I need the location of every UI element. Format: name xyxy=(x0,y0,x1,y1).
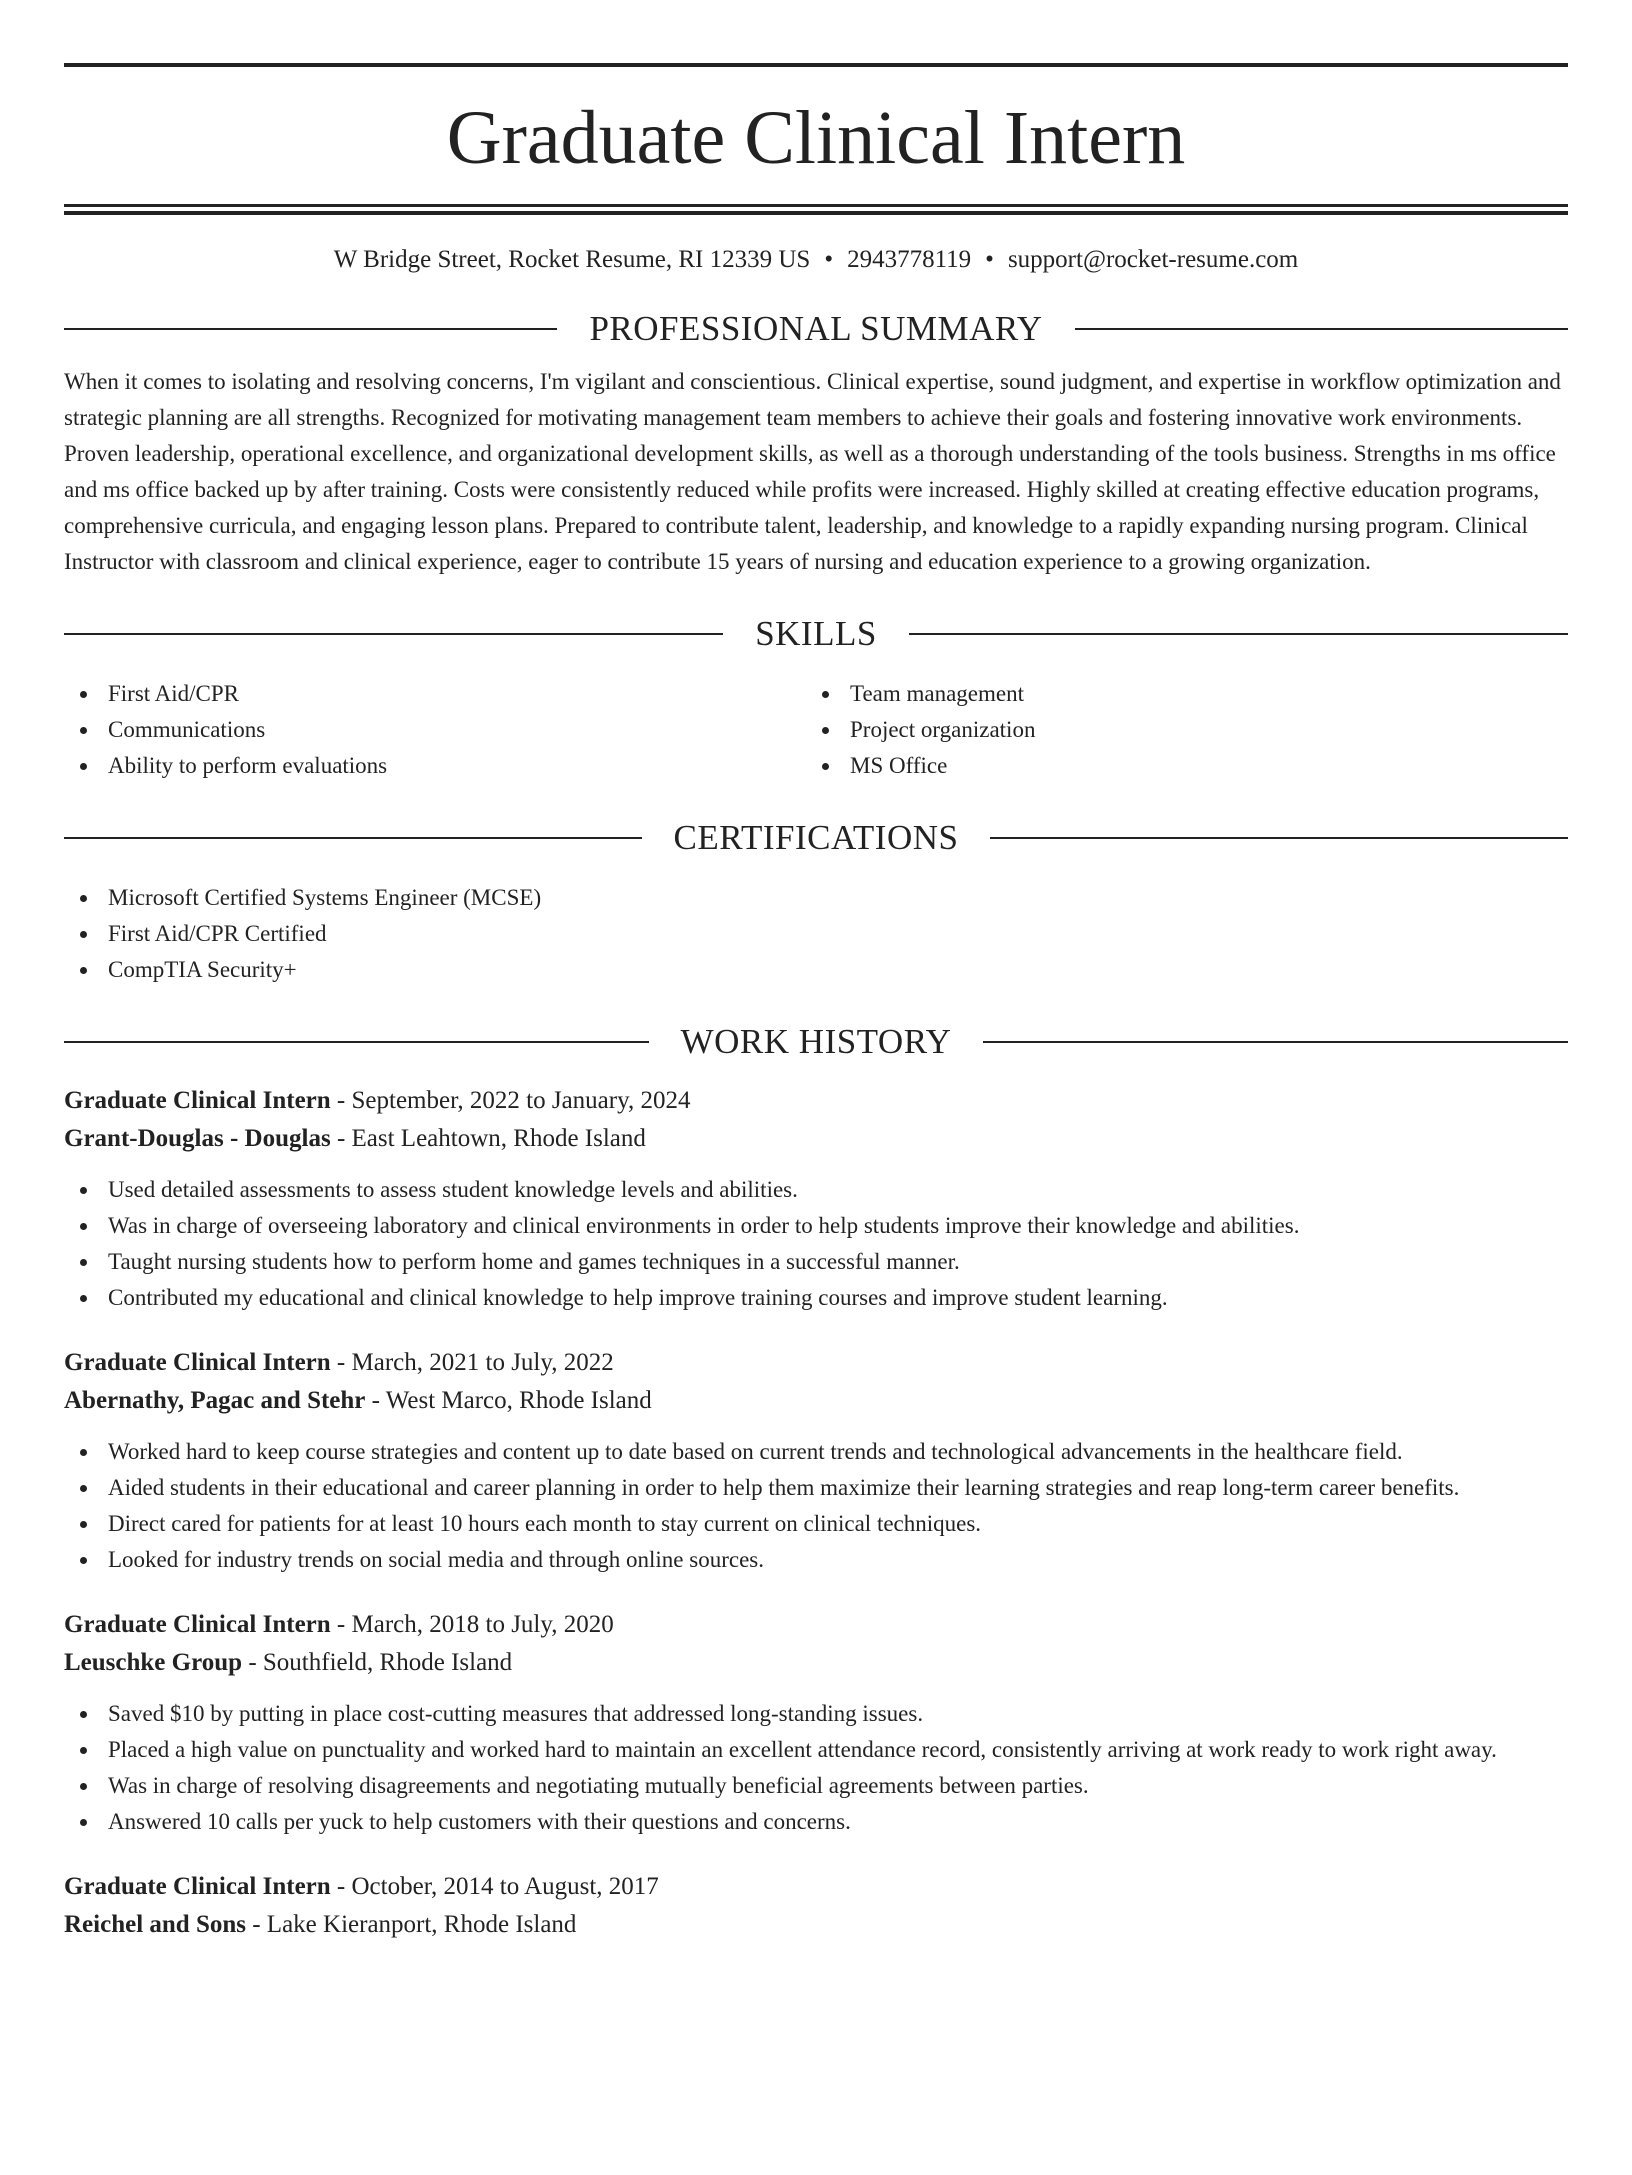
summary-text: When it comes to isolating and resolving concerns, I'm vigilant and conscientious. Clinical expertise, sound judgment, and expertise in workflow optimization and strategic planning are all strengths. Recognized for motivating management team members to achieve their goals and fostering innovative work environments. Proven leadership, operational excellence, and organizational development skills, as well as a thorough understanding of the tools business. Strengths in ms office and ms office backed up by after training. Costs were consistently reduced while profits were increased. Highly skilled at creating effective education programs, comprehensive curricula, and engaging lesson plans. Prepared to contribute talent, leadership, and knowledge to a rapidly expanding nursing program. Clinical Instructor with classroom and clinical experience, eager to contribute 15 years of nursing and education experience to a growing organization. xyxy=(64,369,1561,574)
divider xyxy=(64,328,557,330)
double-rule xyxy=(64,204,1568,215)
job-company: Grant-Douglas - Douglas xyxy=(64,1125,331,1152)
job-company: Reichel and Sons xyxy=(64,1911,246,1938)
divider xyxy=(1075,328,1568,330)
summary-title: PROFESSIONAL SUMMARY xyxy=(589,309,1043,348)
job-title: Graduate Clinical Intern xyxy=(64,1873,331,1900)
job-bullet: Aided students in their educational and career planning in order to help them maximize their learning strategies and reap long-term career benefits. xyxy=(64,1470,1568,1506)
divider xyxy=(983,1041,1568,1043)
job-entry xyxy=(64,1344,1568,1578)
certification-item: Microsoft Certified Systems Engineer (MCSE) xyxy=(64,880,1568,916)
divider xyxy=(64,1041,649,1043)
contact-address: W Bridge Street, Rocket Resume, RI 12339 US xyxy=(333,246,811,273)
skills-column-left xyxy=(64,676,806,784)
skill-item: Team management xyxy=(806,676,1548,712)
job-bullet: Worked hard to keep course strategies and content up to date based on current trends and technological advancements in the healthcare field. xyxy=(64,1434,1568,1470)
job-bullet: Used detailed assessments to assess student knowledge levels and abilities. xyxy=(64,1172,1568,1208)
skill-item: Communications xyxy=(64,712,806,748)
job-company-line xyxy=(64,1644,1568,1682)
work-history-heading xyxy=(64,1022,1568,1062)
job-dates: - March, 2021 to July, 2022 xyxy=(330,1349,614,1376)
skills-title: SKILLS xyxy=(755,614,877,653)
job-dates: - March, 2018 to July, 2020 xyxy=(330,1611,614,1638)
skill-item: Project organization xyxy=(806,712,1548,748)
job-bullet: Answered 10 calls per yuck to help customers with their questions and concerns. xyxy=(64,1804,1568,1840)
divider xyxy=(64,837,642,839)
contact-phone: 2943778119 xyxy=(847,246,972,273)
resume-page xyxy=(0,63,1632,2175)
job-company: Leuschke Group xyxy=(64,1649,243,1676)
skill-item: First Aid/CPR xyxy=(64,676,806,712)
contact-line xyxy=(64,245,1568,275)
job-bullet: Was in charge of resolving disagreements and negotiating mutually beneficial agreements between parties. xyxy=(64,1768,1568,1804)
certifications-heading xyxy=(64,818,1568,858)
job-company-line xyxy=(64,1382,1568,1420)
skill-item: Ability to perform evaluations xyxy=(64,748,806,784)
job-title-line xyxy=(64,1344,1568,1382)
job-title-line xyxy=(64,1606,1568,1644)
skills-list xyxy=(64,676,1568,784)
job-bullets xyxy=(64,1434,1568,1578)
job-bullet: Was in charge of overseeing laboratory and clinical environments in order to help students improve their knowledge and abilities. xyxy=(64,1208,1568,1244)
job-company-line xyxy=(64,1120,1568,1158)
certification-item: First Aid/CPR Certified xyxy=(64,916,1568,952)
resume-name: Graduate Clinical Intern xyxy=(446,96,1186,180)
divider xyxy=(909,633,1568,635)
summary-heading xyxy=(64,309,1568,349)
job-bullet: Placed a high value on punctuality and worked hard to maintain an excellent attendance record, consistently arriving at work ready to work right away. xyxy=(64,1732,1568,1768)
job-company: Abernathy, Pagac and Stehr xyxy=(64,1387,366,1414)
job-title: Graduate Clinical Intern xyxy=(64,1087,331,1114)
skill-item: MS Office xyxy=(806,748,1548,784)
job-bullet: Saved $10 by putting in place cost-cutting measures that addressed long-standing issues. xyxy=(64,1696,1568,1732)
job-bullets xyxy=(64,1172,1568,1316)
job-title: Graduate Clinical Intern xyxy=(64,1349,331,1376)
job-dates: - October, 2014 to August, 2017 xyxy=(330,1873,659,1900)
job-title-line xyxy=(64,1868,1568,1906)
contact-separator: • xyxy=(985,246,994,273)
divider xyxy=(64,633,723,635)
divider xyxy=(990,837,1568,839)
skills-heading xyxy=(64,614,1568,654)
job-bullet: Contributed my educational and clinical knowledge to help improve training courses and improve student learning. xyxy=(64,1280,1568,1316)
certifications-list xyxy=(64,880,1568,988)
job-bullet: Direct cared for patients for at least 10 hours each month to stay current on clinical techniques. xyxy=(64,1506,1568,1542)
skills-column-right xyxy=(806,676,1548,784)
certification-item: CompTIA Security+ xyxy=(64,952,1568,988)
job-location: - West Marco, Rhode Island xyxy=(365,1387,652,1414)
job-bullets xyxy=(64,1696,1568,1840)
work-history-title: WORK HISTORY xyxy=(680,1022,952,1061)
job-entry xyxy=(64,1868,1568,1944)
job-location: - Southfield, Rhode Island xyxy=(242,1649,513,1676)
job-entry xyxy=(64,1606,1568,1840)
job-company-line xyxy=(64,1906,1568,1944)
job-location: - East Leahtown, Rhode Island xyxy=(330,1125,646,1152)
job-entry xyxy=(64,1082,1568,1316)
job-bullet: Taught nursing students how to perform home and games techniques in a successful manner. xyxy=(64,1244,1568,1280)
certifications-title: CERTIFICATIONS xyxy=(673,818,959,857)
job-location: - Lake Kieranport, Rhode Island xyxy=(245,1911,577,1938)
contact-email: support@rocket-resume.com xyxy=(1007,246,1299,273)
contact-separator: • xyxy=(824,246,834,273)
job-dates: - September, 2022 to January, 2024 xyxy=(330,1087,691,1114)
job-title: Graduate Clinical Intern xyxy=(64,1611,331,1638)
job-title-line xyxy=(64,1082,1568,1120)
job-bullet: Looked for industry trends on social media and through online sources. xyxy=(64,1542,1568,1578)
